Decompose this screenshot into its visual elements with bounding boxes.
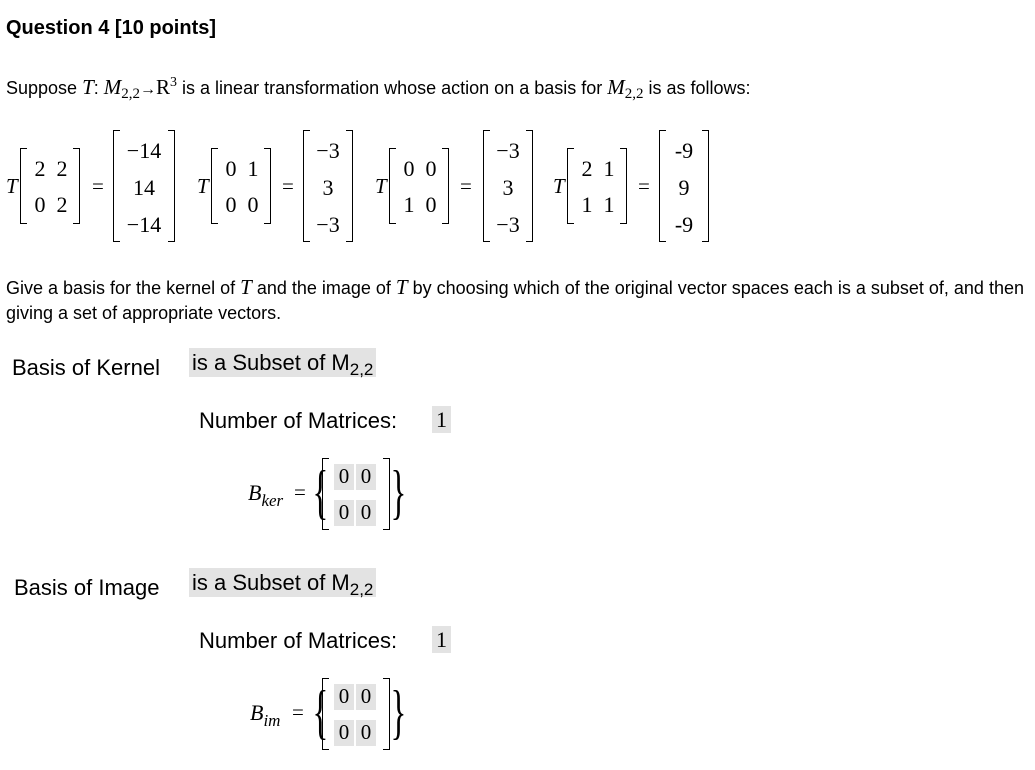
- instr-part: and the image of: [251, 278, 396, 298]
- mapping-3-T: T: [375, 174, 387, 198]
- matrix-cell: 1: [603, 192, 615, 217]
- right-brace-icon: }: [390, 459, 407, 525]
- vector-cell: −14: [126, 212, 162, 237]
- vector-cell: −3: [496, 138, 520, 163]
- image-num-input[interactable]: [432, 627, 451, 653]
- mapping-2-T: T: [197, 174, 209, 198]
- instr-T: T: [395, 275, 408, 299]
- question-title: Question 4 [10 points]: [6, 17, 217, 39]
- image-subset-dropdown[interactable]: [189, 570, 376, 600]
- kernel-num-value: 1: [432, 406, 451, 433]
- left-brace-icon: {: [312, 679, 329, 745]
- mapping-4-T: T: [553, 174, 565, 198]
- image-equals: =: [292, 700, 304, 724]
- matrix-cell: 0: [225, 192, 237, 217]
- mapping-3-input-matrix: [389, 148, 449, 224]
- intro-R-sup: 3: [170, 75, 178, 90]
- kernel-subset-value: is a Subset of $M_{2,2}$: [189, 348, 376, 377]
- matrix-cell: 0: [247, 192, 259, 217]
- mapping-4-output-vector: [659, 130, 709, 242]
- arrow-icon: →: [140, 81, 157, 98]
- instr-part: Give a basis for the kernel of: [6, 278, 241, 298]
- image-cell-input[interactable]: 0: [334, 720, 354, 746]
- intro-middle: is a linear transformation whose action on a basis for: [177, 78, 608, 98]
- matrix-cell: 1: [403, 192, 415, 217]
- mapping-1-T: T: [6, 174, 18, 198]
- kernel-cell-input[interactable]: 0: [356, 464, 376, 490]
- matrix-cell: 0: [403, 156, 415, 181]
- mapping-3-output-vector: [483, 130, 533, 242]
- intro-T: T: [82, 75, 94, 99]
- kernel-cell-input[interactable]: 0: [356, 500, 376, 526]
- kernel-cell-input[interactable]: 0: [334, 500, 354, 526]
- instr-part: by choosing which of the original vector spaces each is a subset of, and then giving a set of appropriate vectors.: [6, 278, 1024, 323]
- kernel-B-label: $B_{ker}$: [248, 480, 284, 510]
- intro-colon: :: [93, 78, 104, 98]
- kernel-num-label: Number of Matrices:: [199, 408, 398, 433]
- vector-cell: −3: [496, 212, 520, 237]
- mapping-2-input-matrix: [211, 148, 271, 224]
- mapping-1-input-matrix: [20, 148, 80, 224]
- matrix-cell: 1: [581, 192, 593, 217]
- vector-cell: 3: [502, 175, 514, 200]
- mapping-2-equals: =: [282, 174, 294, 198]
- image-cell-input[interactable]: 0: [356, 720, 376, 746]
- kernel-cell-input[interactable]: 0: [334, 464, 354, 490]
- image-subset-value: is a Subset of $M_{2,2}$: [189, 568, 376, 597]
- matrix-cell: 2: [34, 156, 46, 181]
- intro-M: M: [103, 75, 122, 99]
- intro-M2: M: [607, 75, 625, 99]
- instr-T: T: [240, 275, 252, 299]
- matrix-cell: 2: [56, 156, 68, 181]
- image-B-label: $B_{im}$: [250, 700, 281, 730]
- mapping-3-equals: =: [460, 174, 472, 198]
- vector-cell: −3: [316, 212, 340, 237]
- image-num-label: Number of Matrices:: [199, 628, 398, 653]
- kernel-num-input[interactable]: [432, 407, 451, 433]
- image-answer-matrix: [322, 678, 390, 750]
- kernel-answer-matrix: [322, 458, 390, 530]
- problem-statement: [6, 75, 751, 103]
- image-num-value: 1: [432, 626, 451, 653]
- vector-cell: −14: [126, 138, 162, 163]
- matrix-cell: 1: [603, 156, 615, 181]
- mapping-1-equals: =: [92, 174, 104, 198]
- vector-cell: 9: [678, 175, 690, 200]
- matrix-cell: 0: [425, 156, 437, 181]
- matrix-cell: 0: [425, 192, 437, 217]
- kernel-subset-dropdown[interactable]: [189, 350, 376, 380]
- vector-cell: 14: [133, 175, 155, 200]
- instructions-text: [6, 275, 1031, 326]
- mapping-4-equals: =: [638, 174, 650, 198]
- image-cell-input[interactable]: 0: [356, 684, 376, 710]
- matrix-cell: 2: [56, 192, 68, 217]
- kernel-label: Basis of Kernel: [12, 355, 160, 380]
- right-brace-icon: }: [390, 679, 407, 745]
- vector-cell: −3: [316, 138, 340, 163]
- vector-cell: -9: [674, 212, 694, 237]
- matrix-cell: 1: [247, 156, 259, 181]
- intro-suppose: Suppose: [6, 78, 83, 98]
- matrix-cell: 0: [34, 192, 46, 217]
- mapping-2-output-vector: [303, 130, 353, 242]
- left-brace-icon: {: [312, 459, 329, 525]
- matrix-cell: 2: [581, 156, 593, 181]
- intro-M2-sub: 2,2: [624, 86, 644, 102]
- image-label: Basis of Image: [14, 575, 160, 600]
- intro-M-sub: 2,2: [121, 86, 141, 102]
- vector-cell: -9: [674, 138, 694, 163]
- intro-end: is as follows:: [643, 78, 751, 98]
- matrix-cell: 0: [225, 156, 237, 181]
- kernel-equals: =: [294, 480, 306, 504]
- vector-cell: 3: [322, 175, 334, 200]
- image-cell-input[interactable]: 0: [334, 684, 354, 710]
- mapping-1-output-vector: [113, 130, 175, 242]
- mapping-4-input-matrix: [567, 148, 627, 224]
- intro-R: R: [156, 75, 171, 99]
